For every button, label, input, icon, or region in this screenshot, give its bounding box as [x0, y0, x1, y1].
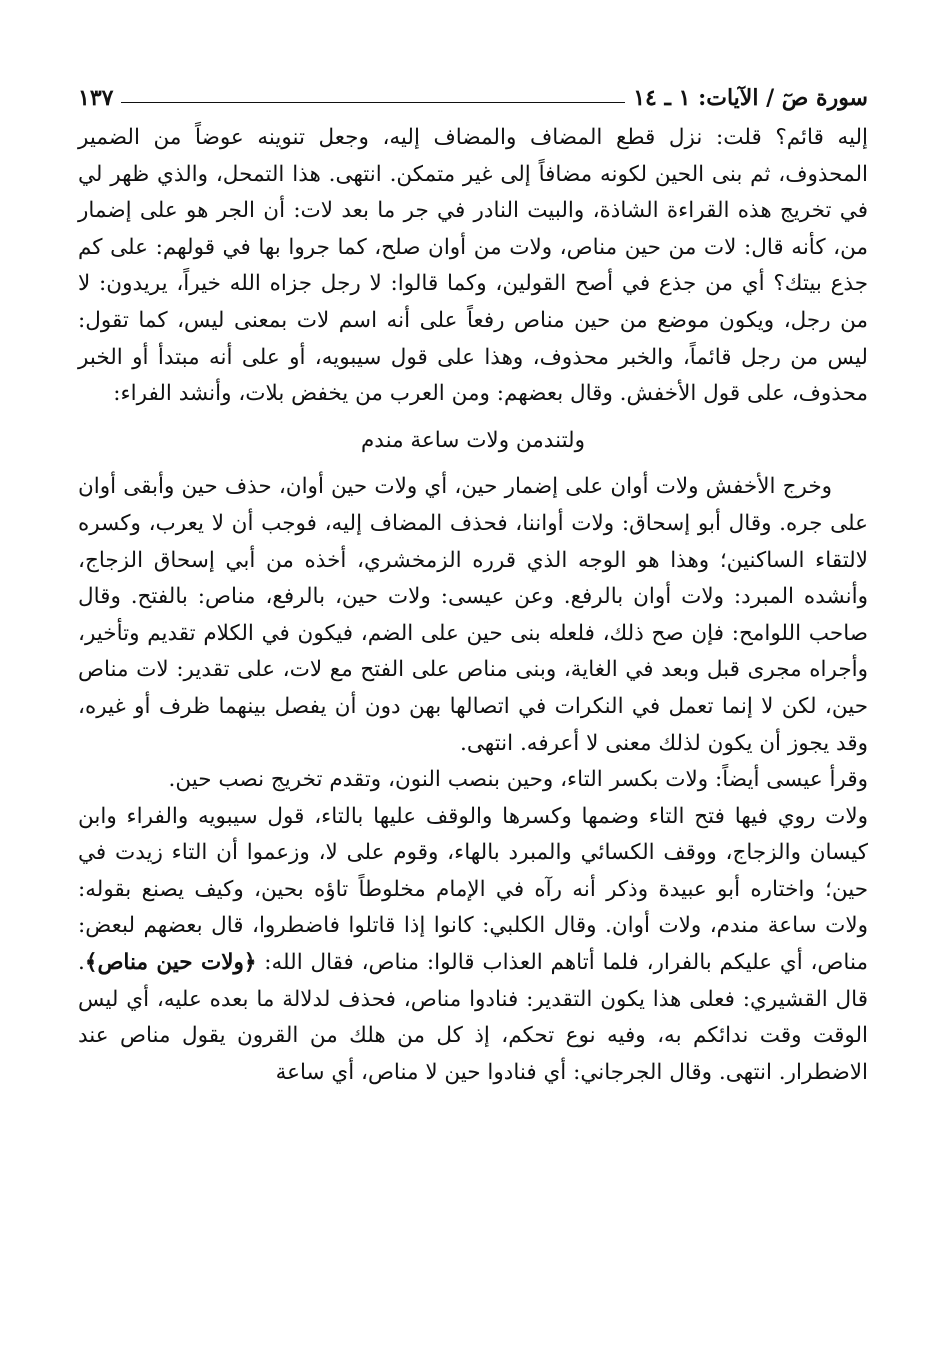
paragraph-2: وخرج الأخفش ولات أوان على إضمار حين، أي ولات حين أوان، حذف حين وأبقى أوان على جره. وقال أبو إسحاق: ولات أواننا، فحذف المضاف إليه، فوجب أن لا يعرب، وكسره لالتقاء الساكنين؛ وهذا هو الوجه الذي قرره الزمخشري، أخذه من أبي إسحاق الزجاج، وأنشده المبرد: ولات أوان بالرفع. وعن عيسى: ولات حين، بالرفع، مناص: بالفتح. وقال صاحب اللوامح: فإن صح ذلك، فلعله بنى حين على الضم، فيكون في الكلام تقديم وتأخير، وأجراه مجرى قبل وبعد في الغاية، وبنى مناص على الفتح مع لات، على تقدير: لات مناص حين، لكن لا إنما تعمل في النكرات في اتصالها بهن دون أن يفصل بينهما ظرف أو غيره، وقد يجوز أن يكون لذلك معنى لا أعرفه. انتهى.: [78, 474, 868, 756]
page-number: ١٣٧: [78, 85, 114, 111]
header-rule: [121, 102, 625, 103]
paragraph-3: وقرأ عيسى أيضاً: ولات بكسر التاء، وحين بنصب النون، وتقدم تخريج نصب حين.: [168, 767, 868, 793]
poetry-verse: ولتندمن ولات ساعة مندم: [361, 427, 585, 453]
page-header: [78, 80, 868, 116]
paragraph-4: [78, 799, 868, 1092]
body-text: [78, 120, 868, 1091]
paragraph-4-text-after: . قال القشيري: فعلى هذا يكون التقدير: فنادوا مناص، فحذف لدلالة ما بعده عليه، أي ليس الوقت وقت ندائكم به، وفيه نوع تحكم، إذ كل من هلك من القرون يقول مناص عند الاضطرار. انتهى. وقال الجرجاني: أي فنادوا حين لا مناص، أي ساعة: [78, 950, 868, 1085]
surah-title: سورة صٓ / الآيات: ١ ـ ١٤: [633, 85, 868, 111]
paragraph-4-text-before: ولات روي فيها فتح التاء وضمها وكسرها والوقف عليها بالتاء، قول سيبويه والفراء وابن كيسان والزجاج، ووقف الكسائي والمبرد بالهاء، وقوم على لا، وزعموا أن التاء زيدت في حين؛ واختاره أبو عبيدة وذكر أنه رآه في الإمام مخلوطاً تاؤه بحين، وكيف يصنع بقوله: ولات ساعة مندم، ولات أوان. وقال الكلبي: كانوا إذا قاتلوا فاضطروا، قال بعضهم لبعض: مناص، أي عليكم بالفرار، فلما أتاهم العذاب قالوا: مناص، فقال الله:: [78, 803, 868, 976]
page: [78, 80, 868, 1091]
paragraph-1: إليه قائم؟ قلت: نزل قطع المضاف والمضاف إليه، وجعل تنوينه عوضاً من الضمير المحذوف، ثم بنى الحين لكونه مضافاً إلى غير متمكن. انتهى. هذا التمحل، والذي ظهر لي في تخريج هذه القراءة الشاذة، والبيت النادر في جر ما بعد لات: أن الجر هو على إضمار من، كأنه قال: لات من حين مناص، ولات من أوان صلح، كما جروا بها في قولهم: على كم جذع بيتك؟ أي من جذع في أصح القولين، وكما قالوا: لا رجل جزاه الله خيراً، يريدون: لا من رجل، ويكون موضع من حين مناص رفعاً على أنه اسم لات بمعنى ليس، كما تقول: ليس من رجل قائماً، والخبر محذوف، وهذا على قول سيبويه، أو على أنه مبتدأ أو الخبر محذوف، على قول الأخفش. وقال بعضهم: ومن العرب من يخفض بلات، وأنشد الفراء:: [78, 125, 868, 407]
quran-quote: ﴿ولات حين مناص﴾: [84, 950, 257, 976]
